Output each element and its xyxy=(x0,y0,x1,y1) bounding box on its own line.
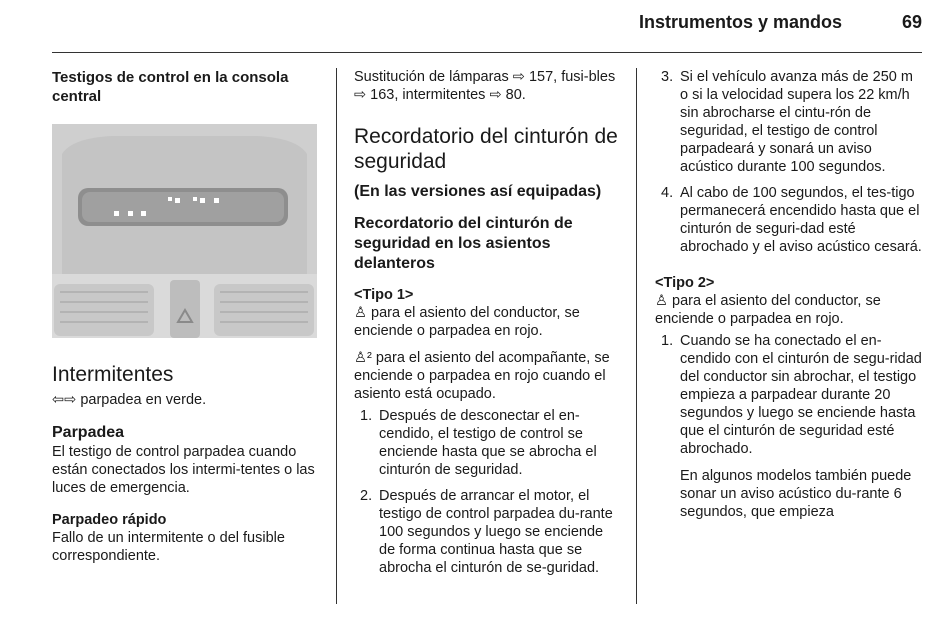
type-1-steps-continued xyxy=(655,68,923,256)
column-divider-1 xyxy=(336,68,337,604)
column-1 xyxy=(52,68,320,565)
section-heading-turn-signals: Intermitentes xyxy=(52,363,174,386)
header-divider xyxy=(52,52,922,53)
list-item: 3. Si el vehículo avanza más de 250 m o si la velocidad supera los 22 km/h sin abrocharse el cintu-rón de seguridad, el testigo de control parpadeará y sonará un aviso acústico durante 100 segundos. xyxy=(661,69,913,175)
list-item-continuation: En algunos modelos también puede sonar un aviso acústico du-rante 6 segundos, que empieza xyxy=(680,468,912,520)
turn-signal-arrows-icon: ⇦⇨ xyxy=(52,392,77,408)
subheading-blinking: Parpadea xyxy=(52,424,125,441)
driver-seat-text-type2: ♙ para el asiento del conductor, se enciende o parpadea en rojo. xyxy=(655,293,881,327)
blinking-text: El testigo de control parpadea cuando están conectados los intermi-tentes o las luces de emergencia. xyxy=(52,444,315,496)
references-text: Sustitución de lámparas ⇨ 157, fusi-bles ⇨ 163, intermitentes ⇨ 80. xyxy=(354,69,616,103)
subheading-front-seats: Recordatorio del cinturón de seguridad en los asientos delanteros xyxy=(354,215,573,272)
page-header-title: Instrumentos y mandos xyxy=(638,12,842,32)
type-1-label: <Tipo 1> xyxy=(354,287,414,303)
passenger-seat-text: ♙² para el asiento del acompañante, se enciende o parpadea en rojo cuando el asiento está ocupado. xyxy=(354,350,610,402)
seatbelt-driver-icon: ♙ xyxy=(655,293,668,309)
column-divider-2 xyxy=(636,68,637,604)
type-2-label: <Tipo 2> xyxy=(655,275,715,291)
section-heading-console-lights: Testigos de control en la consola central xyxy=(52,69,289,105)
type-2-steps xyxy=(655,332,923,521)
driver-seat-text: ♙ para el asiento del conductor, se enciende o parpadea en rojo. xyxy=(354,305,580,339)
seatbelt-passenger-icon: ♙² xyxy=(354,350,372,366)
subheading-equipped-versions: (En las versiones así equipadas) xyxy=(354,183,602,200)
column-3 xyxy=(655,68,923,521)
list-item: 4. Al cabo de 100 segundos, el tes-tigo permanecerá encendido hasta que el cinturón de seguri-dad esté abrochado y el aviso acústico cesará. xyxy=(661,185,922,255)
column-2 xyxy=(354,68,622,577)
section-heading-seatbelt-reminder: Recordatorio del cinturón de seguridad xyxy=(354,125,618,173)
list-item: 1. Cuando se ha conectado el en-cendido con el cinturón de segu-ridad del conductor sin abrochar, el testigo empieza a parpadear durante 20 segundos y luego se enciende hasta que el cinturón de seguridad esté abrochado. En algunos modelos también puede sonar un aviso acústico du-rante 6 segundos, que empieza xyxy=(661,333,922,520)
subheading-fast-blinking: Parpadeo rápido xyxy=(52,512,167,528)
fast-blinking-text: Fallo de un intermitente o del fusible correspondiente. xyxy=(52,530,285,564)
turn-signal-green-text: ⇦⇨ parpadea en verde. xyxy=(52,392,207,408)
type-1-steps xyxy=(354,407,622,577)
seatbelt-driver-icon: ♙ xyxy=(354,305,367,321)
page-number: 69 xyxy=(901,12,922,32)
console-illustration xyxy=(52,124,317,338)
list-item: 1. Después de desconectar el en-cendido, el testigo de control se enciende hasta que se abrocha el cinturón de seguridad. xyxy=(360,408,597,478)
list-item: 2. Después de arrancar el motor, el testigo de control parpadea du-rante 100 segundos y luego se enciende de forma continua hasta que se abrocha el cinturón de se-guridad. xyxy=(360,488,613,576)
